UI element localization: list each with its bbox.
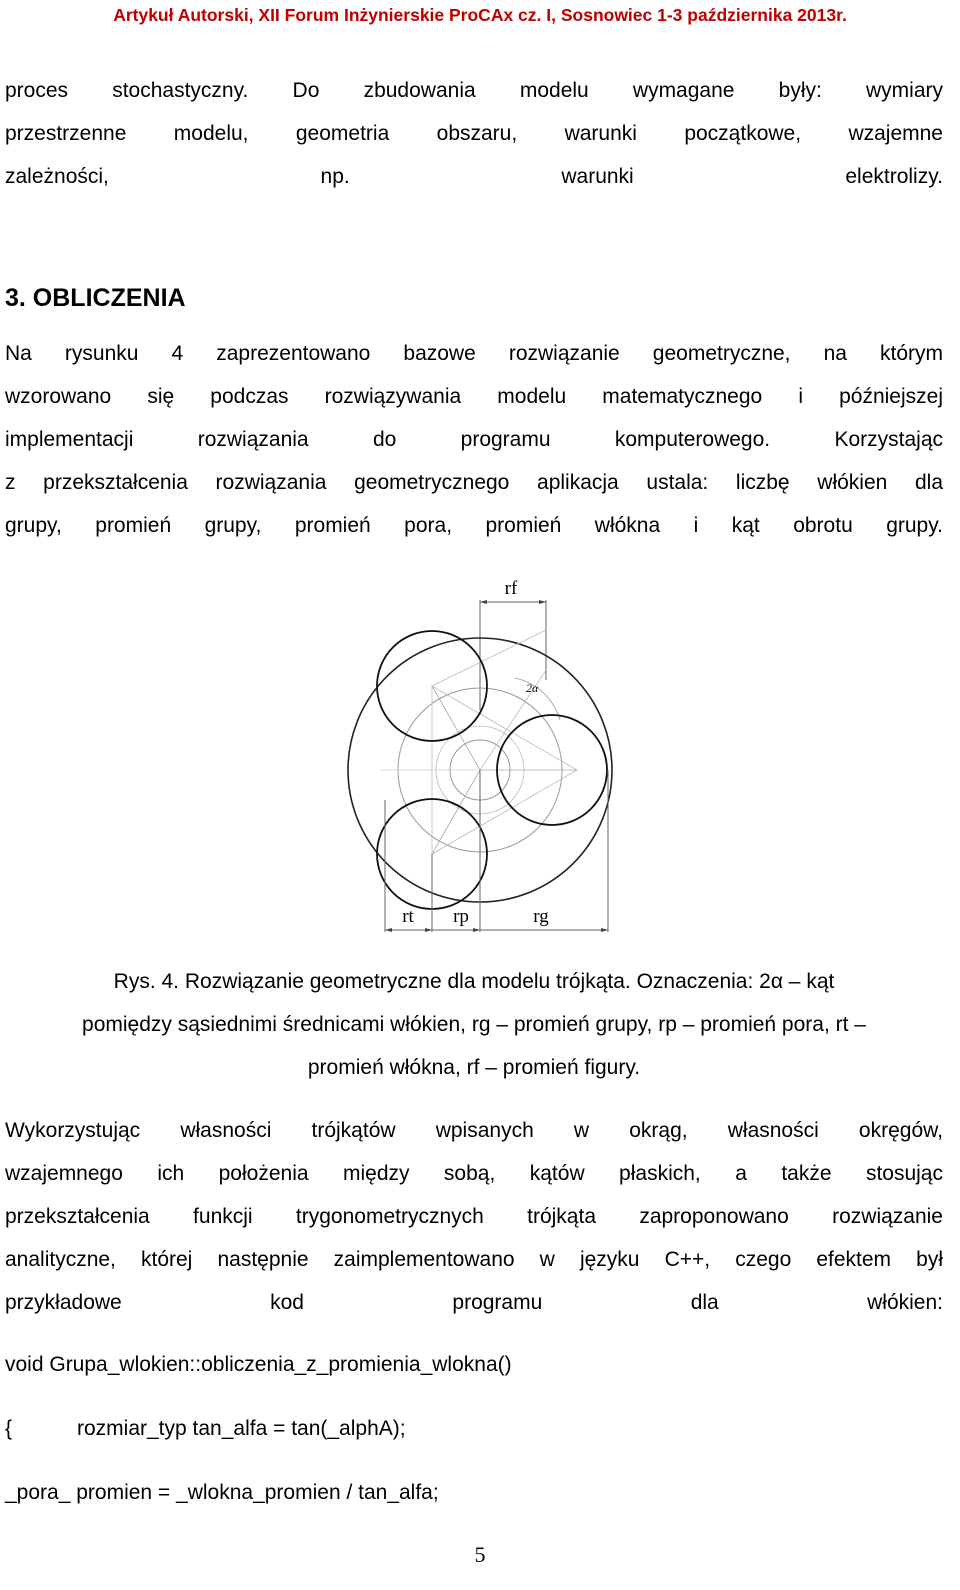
text-line: przestrzenne modelu, geometria obszaru, warunki początkowe, wzajemne	[5, 122, 943, 145]
text-line: Wykorzystując własności trójkątów wpisanych w okrąg, własności okręgów,	[5, 1119, 943, 1142]
page-header: Artykuł Autorski, XII Forum Inżynierskie ProCAx cz. I, Sosnowiec 1-3 października 2013r.	[113, 5, 847, 25]
label-rg: rg	[533, 906, 549, 927]
label-rf: rf	[504, 578, 518, 599]
page-number: 5	[474, 1542, 486, 1567]
intro-paragraph	[5, 69, 943, 198]
label-alpha: 2α	[526, 681, 539, 695]
caption-line: promień włókna, rf – promień figury.	[307, 1056, 641, 1079]
section-heading: 3. OBLICZENIA	[5, 284, 186, 312]
text-line: implementacji rozwiązania do programu komputerowego. Korzystając	[5, 428, 943, 451]
code-line-2: rozmiar_typ tan_alfa = tan(_alphA);	[77, 1417, 406, 1440]
text-line: zależności, np. warunki elektrolizy.	[5, 165, 943, 188]
text-line: proces stochastyczny. Do zbudowania modelu wymagane były: wymiary	[5, 79, 943, 102]
code-line-3: _pora_ promien = _wlokna_promien / tan_alfa;	[5, 1481, 439, 1504]
code-line-1: void Grupa_wlokien::obliczenia_z_promienia_wlokna()	[5, 1353, 512, 1376]
label-rp: rp	[453, 906, 469, 927]
text-line: Na rysunku 4 zaprezentowano bazowe rozwiązanie geometryczne, na którym	[5, 342, 943, 365]
text-line: grupy, promień grupy, promień pora, promień włókna i kąt obrotu grupy.	[5, 514, 943, 537]
geometric-figure	[330, 570, 630, 940]
paragraph-2	[5, 1109, 943, 1324]
caption-line: pomiędzy sąsiednimi średnicami włókien, rg – promień grupy, rp – promień pora, rt –	[82, 1013, 866, 1036]
text-line: przekształcenia funkcji trygonometrycznych trójkąta zaproponowano rozwiązanie	[5, 1205, 943, 1228]
text-line: z przekształcenia rozwiązania geometrycznego aplikacja ustala: liczbę włókien dla	[5, 471, 943, 494]
paragraph-1	[5, 332, 943, 547]
text-line: analityczne, której następnie zaimplementowano w języku C++, czego efektem był	[5, 1248, 943, 1271]
label-rt: rt	[402, 906, 414, 927]
figure-caption	[5, 960, 943, 1089]
text-line: wzorowano się podczas rozwiązywania modelu matematycznego i późniejszej	[5, 385, 943, 408]
code-brace: {	[5, 1417, 13, 1440]
text-line: przykładowe kod programu dla włókien:	[5, 1291, 943, 1314]
caption-line: Rys. 4. Rozwiązanie geometryczne dla modelu trójkąta. Oznaczenia: 2α – kąt	[113, 970, 835, 993]
text-line: wzajemnego ich położenia między sobą, kątów płaskich, a także stosując	[5, 1162, 943, 1185]
